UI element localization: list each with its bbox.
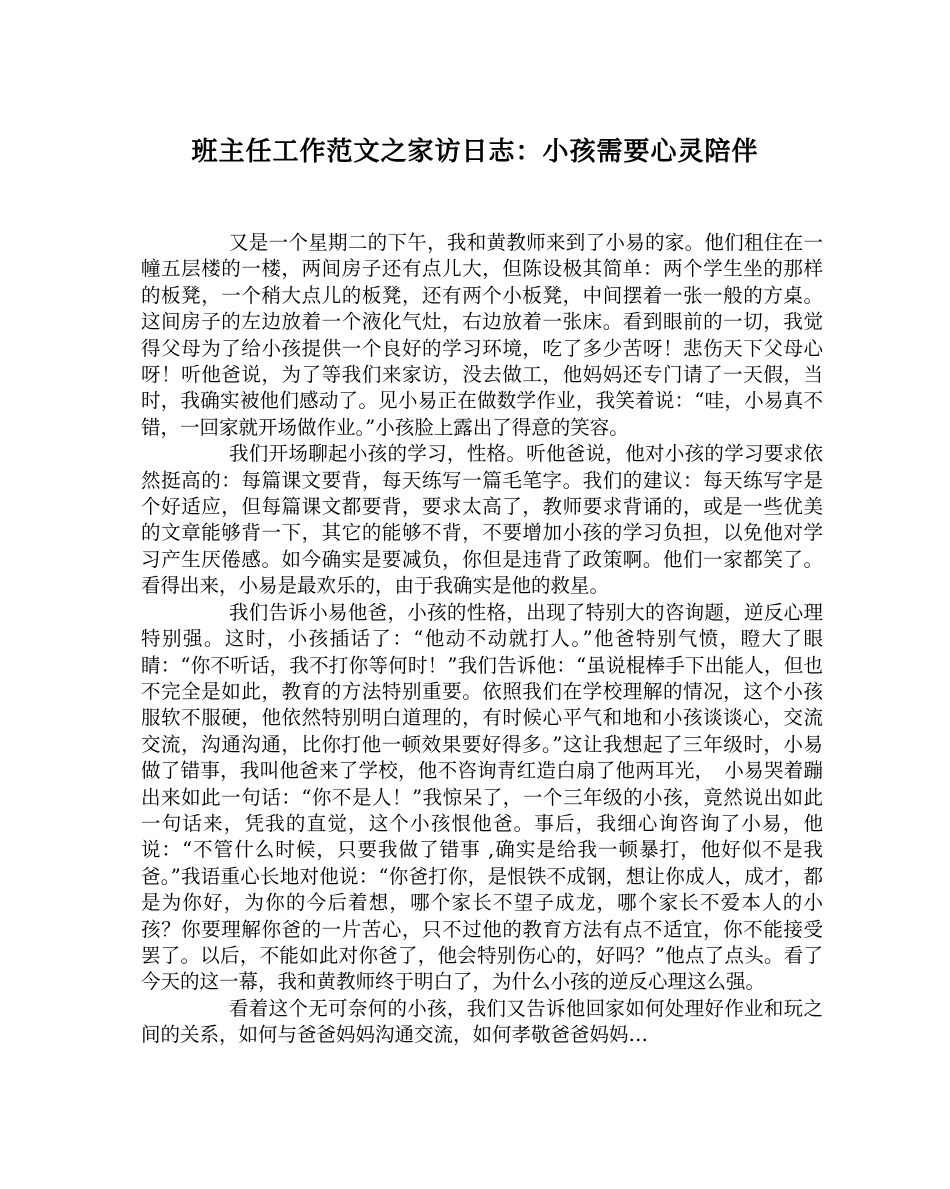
document-body	[141, 230, 823, 1049]
paragraph-2: 我们开场聊起小孩的学习，性格。听他爸说，他对小孩的学习要求依然挺高的：每篇课文要背，每天练写一篇毛笔字。我们的建议：每天练写字是个好适应，但每篇课文都要背，要求太高了，教师要求背诵的，或是一些优美的文章能够背一下，其它的能够不背，不要增加小孩的学习负担，以免他对学习产生厌倦感。如今确实是要减负，你但是违背了政策啊。他们一家都笑了。看得出来，小易是最欢乐的，由于我确实是他的救星。	[141, 442, 823, 598]
paragraph-3: 我们告诉小易他爸，小孩的性格，出现了特别大的咨询题，逆反心理特别强。这时，小孩插话了：“他动不动就打人。”他爸特别气愤，瞪大了眼睛：“你不听话，我不打你等何时！”我们告诉他：“虽说棍棒手下出能人，但也不完全是如此，教育的方法特别重要。依照我们在学校理解的情况，这个小孩服软不服硬，他依然特别明白道理的，有时候心平气和地和小孩谈谈心，交流交流，沟通沟通，比你打他一顿效果要好得多。”这让我想起了三年级时，小易做了错事，我叫他爸来了学校，他不咨询青红造白扇了他两耳光， 小易哭着蹦出来如此一句话：“你不是人！”我惊呆了，一个三年级的小孩，竟然说出如此一句话来，凭我的直觉，这个小孩恨他爸。事后，我细心询咨询了小易，他说：“不管什么时候，只要我做了错事 ,确实是给我一顿暴打，他好似不是我爸。”我语重心长地对他说：“你爸打你，是恨铁不成钢，想让你成人，成才，都是为你好，为你的今后着想，哪个家长不望子成龙，哪个家长不爱本人的小孩？你要理解你爸的一片苦心，只不过他的教育方法有点不适宜，你不能接受罢了。以后，不能如此对你爸了，他会特别伤心的，好吗？”他点了点头。看了今天的这一幕，我和黄教师终于明白了，为什么小孩的逆反心理这么强。	[141, 600, 823, 994]
paragraph-1: 又是一个星期二的下午，我和黄教师来到了小易的家。他们租住在一幢五层楼的一楼，两间房子还有点儿大，但陈设极其简单：两个学生坐的那样的板凳，一个稍大点儿的板凳，还有两个小板凳，中间摆着一张一般的方桌。这间房子的左边放着一个液化气灶，右边放着一张床。看到眼前的一切，我觉得父母为了给小孩提供一个良好的学习环境，吃了多少苦呀！悲伤天下父母心呀！听他爸说，为了等我们来家访，没去做工，他妈妈还专门请了一天假，当时，我确实被他们感动了。见小易正在做数学作业，我笑着说：“哇，小易真不错，一回家就开场做作业。”小孩脸上露出了得意的笑容。	[141, 231, 823, 439]
paragraph-4: 看着这个无可奈何的小孩，我们又告诉他回家如何处理好作业和玩之间的关系，如何与爸爸妈妈沟通交流，如何孝敬爸爸妈妈…	[141, 996, 823, 1047]
document-title: 班主任工作范文之家访日志：小孩需要心灵陪伴	[191, 137, 759, 167]
